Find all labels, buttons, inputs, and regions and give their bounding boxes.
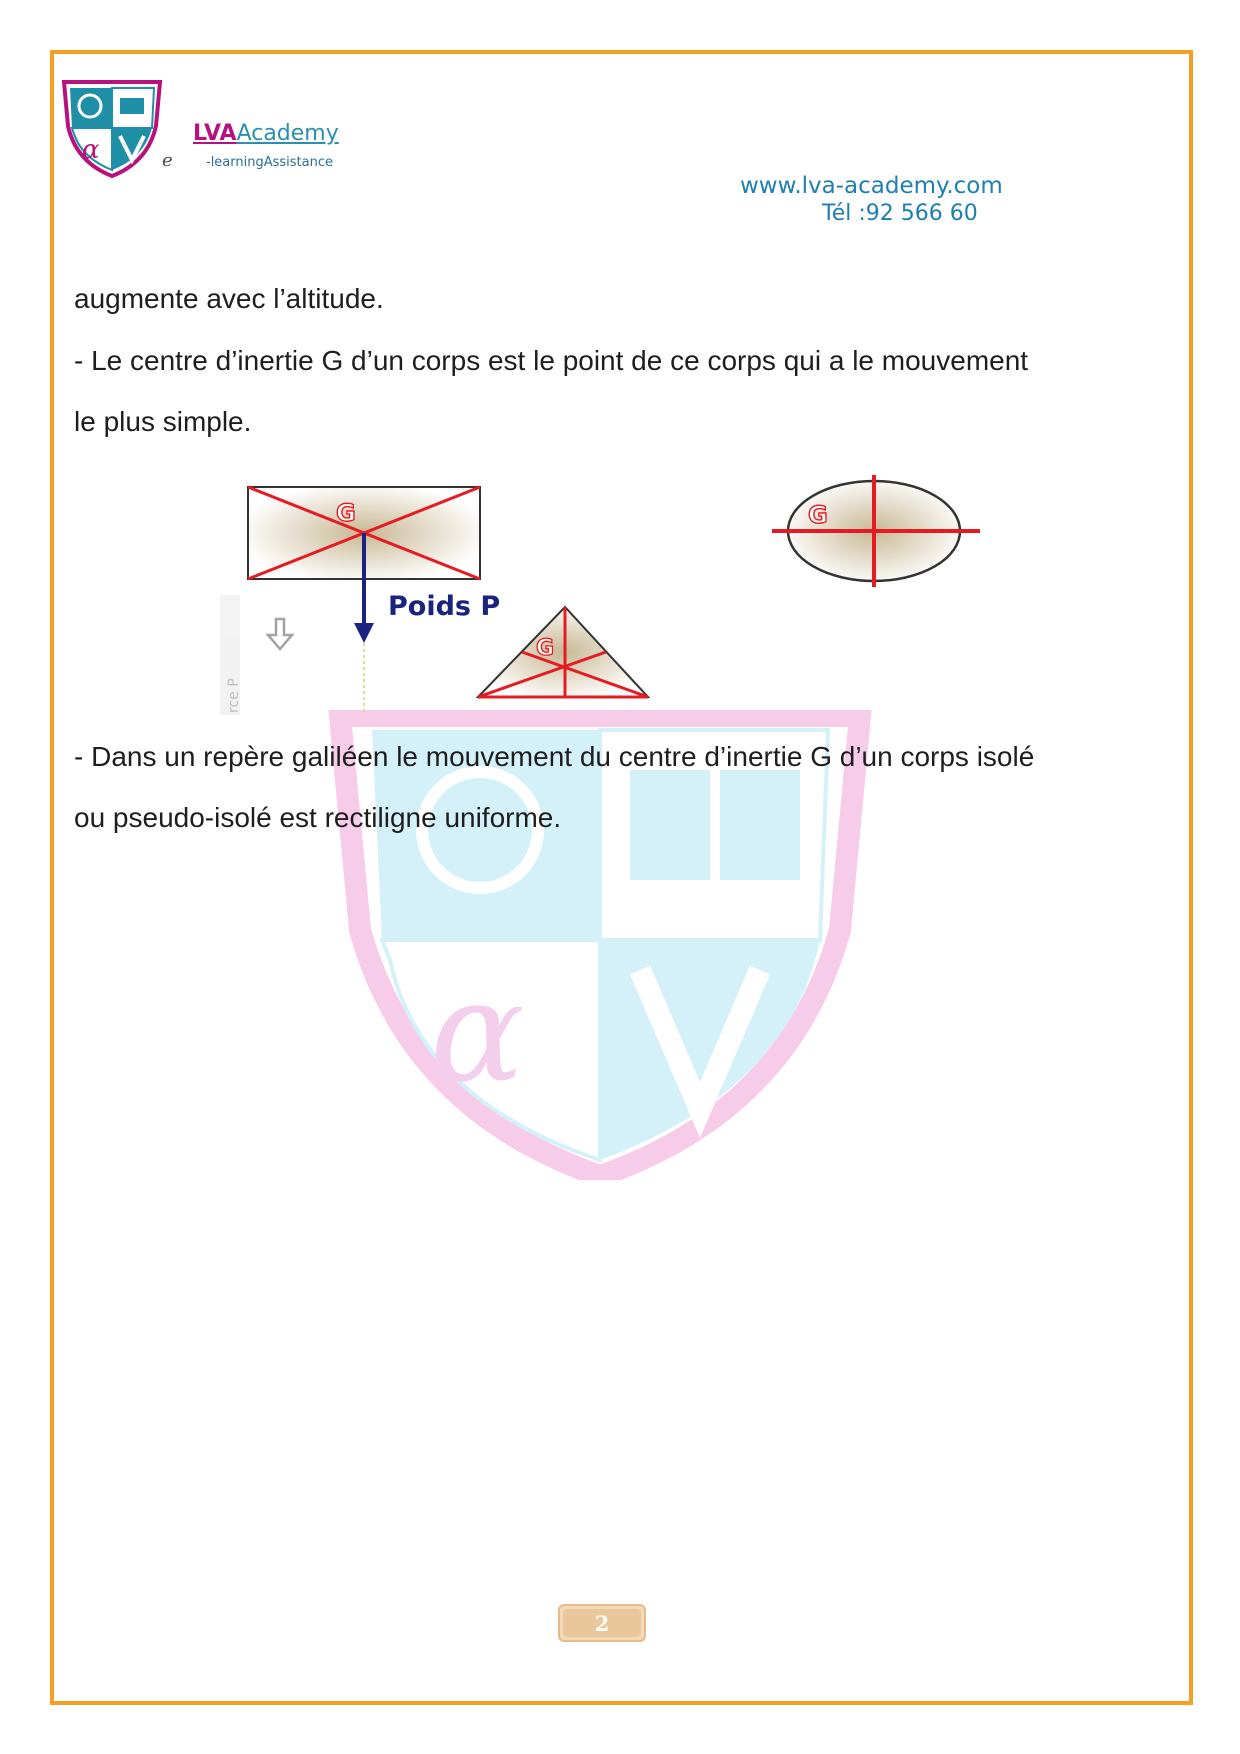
ellipse-shape — [772, 475, 980, 587]
page-number: 2 — [563, 1609, 641, 1637]
svg-text:α: α — [82, 135, 100, 165]
brand-lva: LVA — [193, 121, 237, 146]
paragraph-line: augmente avec l’altitude. — [74, 283, 384, 314]
svg-text:α: α — [430, 951, 525, 1114]
side-label: rce P — [226, 678, 242, 713]
contact-block — [740, 172, 1070, 228]
page-number-badge — [558, 1604, 646, 1642]
g-label: G — [808, 501, 828, 529]
brand-name — [193, 121, 339, 147]
phone-number: Tél :92 566 60 — [822, 201, 978, 226]
website-link[interactable]: www.lva-academy.com — [740, 173, 1003, 199]
paragraph-line: le plus simple. — [74, 406, 252, 437]
brand-academy: Academy — [236, 121, 339, 146]
paragraph-line: - Dans un repère galiléen le mouvement du centre d’inertie G d’un corps isolé — [74, 741, 1035, 772]
paragraph-line: ou pseudo-isolé est rectiligne uniforme. — [74, 802, 562, 833]
triangle-shape — [478, 607, 648, 697]
g-label: G — [536, 636, 555, 661]
tagline: -learningAssistance — [206, 155, 333, 170]
g-label: G — [336, 499, 356, 527]
weight-label: Poids P — [388, 591, 501, 622]
paragraph-line: - Le centre d’inertie G d’un corps est le point de ce corps qui a le mouvement — [74, 345, 1029, 376]
tagline-e: e — [162, 150, 173, 171]
faded-side-figure — [220, 595, 292, 715]
watermark-logo — [320, 710, 880, 1180]
lva-academy-logo — [56, 78, 168, 178]
center-of-inertia-figure — [210, 475, 990, 720]
